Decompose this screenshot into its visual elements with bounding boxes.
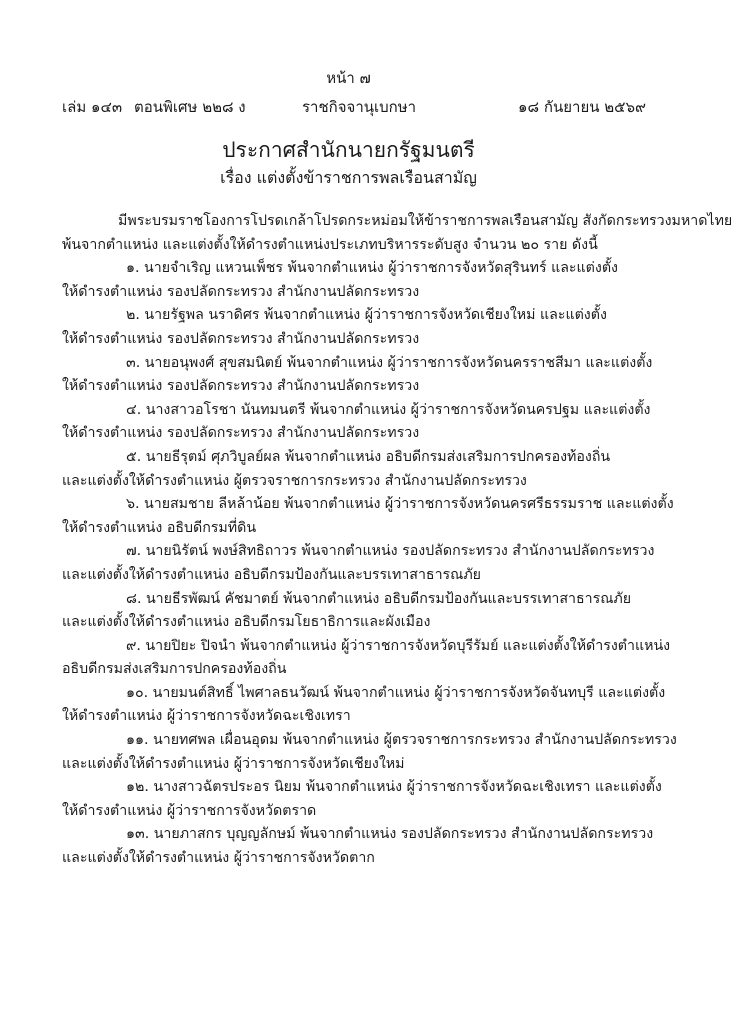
appointment-line: ๔. นางสาวอโรชา นันทมนตรี พ้นจากตำแหน่ง ผู้ว่าราชการจังหวัดนครปฐม และแต่งตั้ง xyxy=(126,401,651,418)
document-body xyxy=(62,210,732,871)
appointment-line: ให้ดำรงตำแหน่ง รองปลัดกระทรวง สำนักงานปลัดกระทรวง xyxy=(62,283,420,300)
gazette-header xyxy=(62,95,646,115)
appointment-line: ให้ดำรงตำแหน่ง อธิบดีกรมที่ดิน xyxy=(62,519,257,536)
appointment-line: และแต่งตั้งให้ดำรงตำแหน่ง ผู้ตรวจราชการกระทรวง สำนักงานปลัดกระทรวง xyxy=(62,472,527,489)
appointment-line: ให้ดำรงตำแหน่ง ผู้ว่าราชการจังหวัดตราด xyxy=(62,802,317,819)
page-number: หน้า ๗ xyxy=(326,69,371,87)
appointment-line: อธิบดีกรมส่งเสริมการปกครองท้องถิ่น xyxy=(62,661,287,678)
appointment-line: ๑๑. นายทศพล เผื่อนอุดม พ้นจากตำแหน่ง ผู้ตรวจราชการกระทรวง สำนักงานปลัดกระทรวง xyxy=(126,732,677,749)
appointment-line: ๓. นายอนุพงศ์ สุขสมนิตย์ พ้นจากตำแหน่ง ผู้ว่าราชการจังหวัดนครราชสีมา และแต่งตั้ง xyxy=(126,354,653,371)
appointment-line: ให้ดำรงตำแหน่ง รองปลัดกระทรวง สำนักงานปลัดกระทรวง xyxy=(62,378,420,395)
appointment-line: ๑. นายจำเริญ แหวนเพ็ชร พ้นจากตำแหน่ง ผู้ว่าราชการจังหวัดสุรินทร์ และแต่งตั้ง xyxy=(126,260,618,277)
appointment-line: ๑๒. นางสาวฉัตรประอร นิยม พ้นจากตำแหน่ง ผู้ว่าราชการจังหวัดฉะเชิงเทรา และแต่งตั้ง xyxy=(126,779,662,796)
appointment-line: ให้ดำรงตำแหน่ง รองปลัดกระทรวง สำนักงานปลัดกระทรวง xyxy=(62,330,420,347)
appointment-line: ๒. นายรัฐพล นราดิศร พ้นจากตำแหน่ง ผู้ว่าราชการจังหวัดเชียงใหม่ และแต่งตั้ง xyxy=(126,307,607,324)
appointment-line: และแต่งตั้งให้ดำรงตำแหน่ง อธิบดีกรมโยธาธิการและผังเมือง xyxy=(62,614,431,631)
appointment-line: ๑๓. นายภาสกร บุญญลักษม์ พ้นจากตำแหน่ง รองปลัดกระทรวง สำนักงานปลัดกระทรวง xyxy=(126,826,654,843)
document-title: ประกาศสำนักนายกรัฐมนตรี xyxy=(222,138,475,162)
publication-date: ๑๘ กันยายน ๒๕๖๙ xyxy=(518,98,646,116)
appointment-line: ๙. นายปิยะ ปิจนำ พ้นจากตำแหน่ง ผู้ว่าราชการจังหวัดบุรีรัมย์ และแต่งตั้งให้ดำรงตำแหน่ง xyxy=(126,637,671,654)
appointment-line: ให้ดำรงตำแหน่ง รองปลัดกระทรวง สำนักงานปลัดกระทรวง xyxy=(62,425,420,442)
appointment-line: ๑๐. นายมนต์สิทธิ์ ไพศาลธนวัฒน์ พ้นจากตำแหน่ง ผู้ว่าราชการจังหวัดจันทบุรี และแต่งตั้ง xyxy=(126,684,666,701)
appointment-line: และแต่งตั้งให้ดำรงตำแหน่ง ผู้ว่าราชการจังหวัดเชียงใหม่ xyxy=(62,755,405,772)
appointment-line: ให้ดำรงตำแหน่ง ผู้ว่าราชการจังหวัดฉะเชิงเทรา xyxy=(62,708,351,725)
section-label: ตอนพิเศษ ๒๒๘ ง xyxy=(134,98,246,116)
appointment-line: ๘. นายธีรพัฒน์ คัชมาตย์ พ้นจากตำแหน่ง อธิบดีกรมป้องกันและบรรเทาสาธารณภัย xyxy=(126,590,632,607)
appointment-line: ๕. นายธีรุตม์ ศุภวิบูลย์ผล พ้นจากตำแหน่ง อธิบดีกรมส่งเสริมการปกครองท้องถิ่น xyxy=(126,448,611,465)
appointment-line: และแต่งตั้งให้ดำรงตำแหน่ง ผู้ว่าราชการจังหวัดตาก xyxy=(62,850,375,867)
appointment-line: ๖. นายสมชาย ลีหล้าน้อย พ้นจากตำแหน่ง ผู้ว่าราชการจังหวัดนครศรีธรรมราช และแต่งตั้ง xyxy=(126,496,674,513)
appointment-line: และแต่งตั้งให้ดำรงตำแหน่ง อธิบดีกรมป้องกันและบรรเทาสาธารณภัย xyxy=(62,566,481,583)
gazette-name: ราชกิจจานุเบกษา xyxy=(302,98,417,116)
document-subject: เรื่อง แต่งตั้งข้าราชการพลเรือนสามัญ xyxy=(220,168,477,187)
appointment-line: ๗. นายนิรัตน์ พงษ์สิทธิถาวร พ้นจากตำแหน่ง รองปลัดกระทรวง สำนักงานปลัดกระทรวง xyxy=(126,543,655,560)
intro-line: พ้นจากตำแหน่ง และแต่งตั้งให้ดำรงตำแหน่งประเภทบริหารระดับสูง จำนวน ๒๐ ราย ดังนี้ xyxy=(62,236,598,253)
volume-label: เล่ม ๑๔๓ xyxy=(62,98,123,116)
intro-line: มีพระบรมราชโองการโปรดเกล้าโปรดกระหม่อมให้ข้าราชการพลเรือนสามัญ สังกัดกระทรวงมหาดไทย xyxy=(118,213,732,229)
